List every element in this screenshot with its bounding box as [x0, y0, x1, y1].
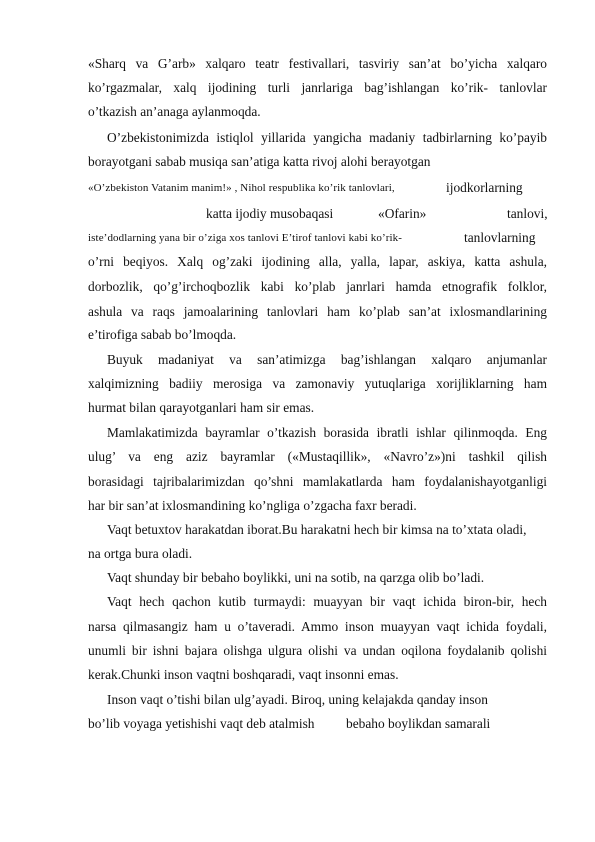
text-line: ijodkorlarning: [446, 180, 523, 195]
text-line: o’tkazish an’anaga aylanmoqda.: [88, 104, 261, 119]
text-line: «Ofarin»: [378, 206, 427, 221]
text-line: tanlovlarning: [464, 230, 536, 245]
text-line: iste’dodlarning yana bir o’ziga xos tanlovi E’tirof tanlovi kabi ko’rik-: [88, 232, 403, 244]
text-line: tanlovi,: [507, 206, 548, 221]
text-line: narsa qilmasangiz ham u o’taveradi. Ammo inson muayyan vaqt ichida foydali,: [88, 619, 547, 634]
text-line: bo’lib voyaga yetishishi vaqt deb atalmish: [88, 716, 315, 731]
text-line: ko’rgazmalar, xalq ijodining turli janrlariga bag’ishlangan ko’rik- tanlovlar: [88, 80, 547, 95]
text-line: ulug’ va eng aziz bayramlar («Mustaqillik», «Navro’z»)ni tashkil qilish: [88, 449, 547, 464]
text-line: «Sharq va G’arb» xalqaro teatr festivallari, tasviriy san’at bo’yicha xalqaro: [88, 56, 547, 71]
text-line: Vaqt betuxtov harakatdan iborat.Bu harakatni hech bir kimsa na to’xtata oladi,: [107, 522, 527, 537]
text-line: borayotgani sabab musiqa san’atiga katta rivoj alohi berayotgan: [88, 154, 431, 169]
text-line: unumli bir ishni bajara olishga ulgura olishi va undan oqilona foydalanib qolishi: [88, 643, 547, 658]
text-line: Vaqt shunday bir bebaho boylikki, uni na sotib, na qarzga olib bo’ladi.: [107, 570, 485, 585]
text-line: O’zbekistonimizda istiqlol yillarida yangicha madaniy tadbirlarning ko’payib: [107, 130, 547, 145]
text-line: ashula va raqs jamoalarining tanlovlari ham ko’plab san’at ixlosmandlarining: [88, 304, 547, 319]
text-line: Inson vaqt o’tishi bilan ulg’ayadi. Biroq, uning kelajakda qanday inson: [107, 692, 488, 707]
text-line: xalqimizning badiiy merosiga va zamonaviy yutuqlariga xorijliklarning ham: [88, 376, 547, 391]
text-line: borasidagi tajribalarimizdan qo’shni mamlakatlarda ham foydalanishayotganligi: [88, 474, 547, 489]
text-line: Mamlakatimizda bayramlar o’tkazish borasida ibratli ishlar qilinmoqda. Eng: [107, 425, 547, 440]
text-line: na ortga bura oladi.: [88, 546, 193, 561]
text-line: o’rni beqiyos. Xalq og’zaki ijodining alla, yalla, lapar, askiya, katta ashula,: [88, 254, 547, 269]
text-line: har bir san’at ixlosmandining ko’ngliga o’zgacha faxr beradi.: [88, 498, 417, 513]
text-line: e’tirofiga sabab bo’lmoqda.: [88, 327, 237, 342]
text-line: hurmat bilan qarayotganlari ham sir emas.: [88, 400, 315, 415]
text-line: katta ijodiy musobaqasi: [206, 206, 334, 221]
text-line: «O’zbekiston Vatanim manim!» , Nihol respublika ko’rik tanlovlari,: [88, 182, 395, 194]
text-line: kerak.Chunki inson vaqtni boshqaradi, vaqt insonni emas.: [88, 667, 399, 682]
text-line: dorbozlik, qo’g’irchoqbozlik kabi ko’plab janrlari hamda etnografik folklor,: [88, 279, 547, 294]
text-line: bebaho boylikdan samarali: [346, 716, 491, 731]
text-line: Buyuk madaniyat va san’atimizga bag’ishlangan xalqaro anjumanlar: [107, 352, 547, 367]
text-line: Vaqt hech qachon kutib turmaydi: muayyan bir vaqt ichida biron-bir, hech: [107, 594, 547, 609]
